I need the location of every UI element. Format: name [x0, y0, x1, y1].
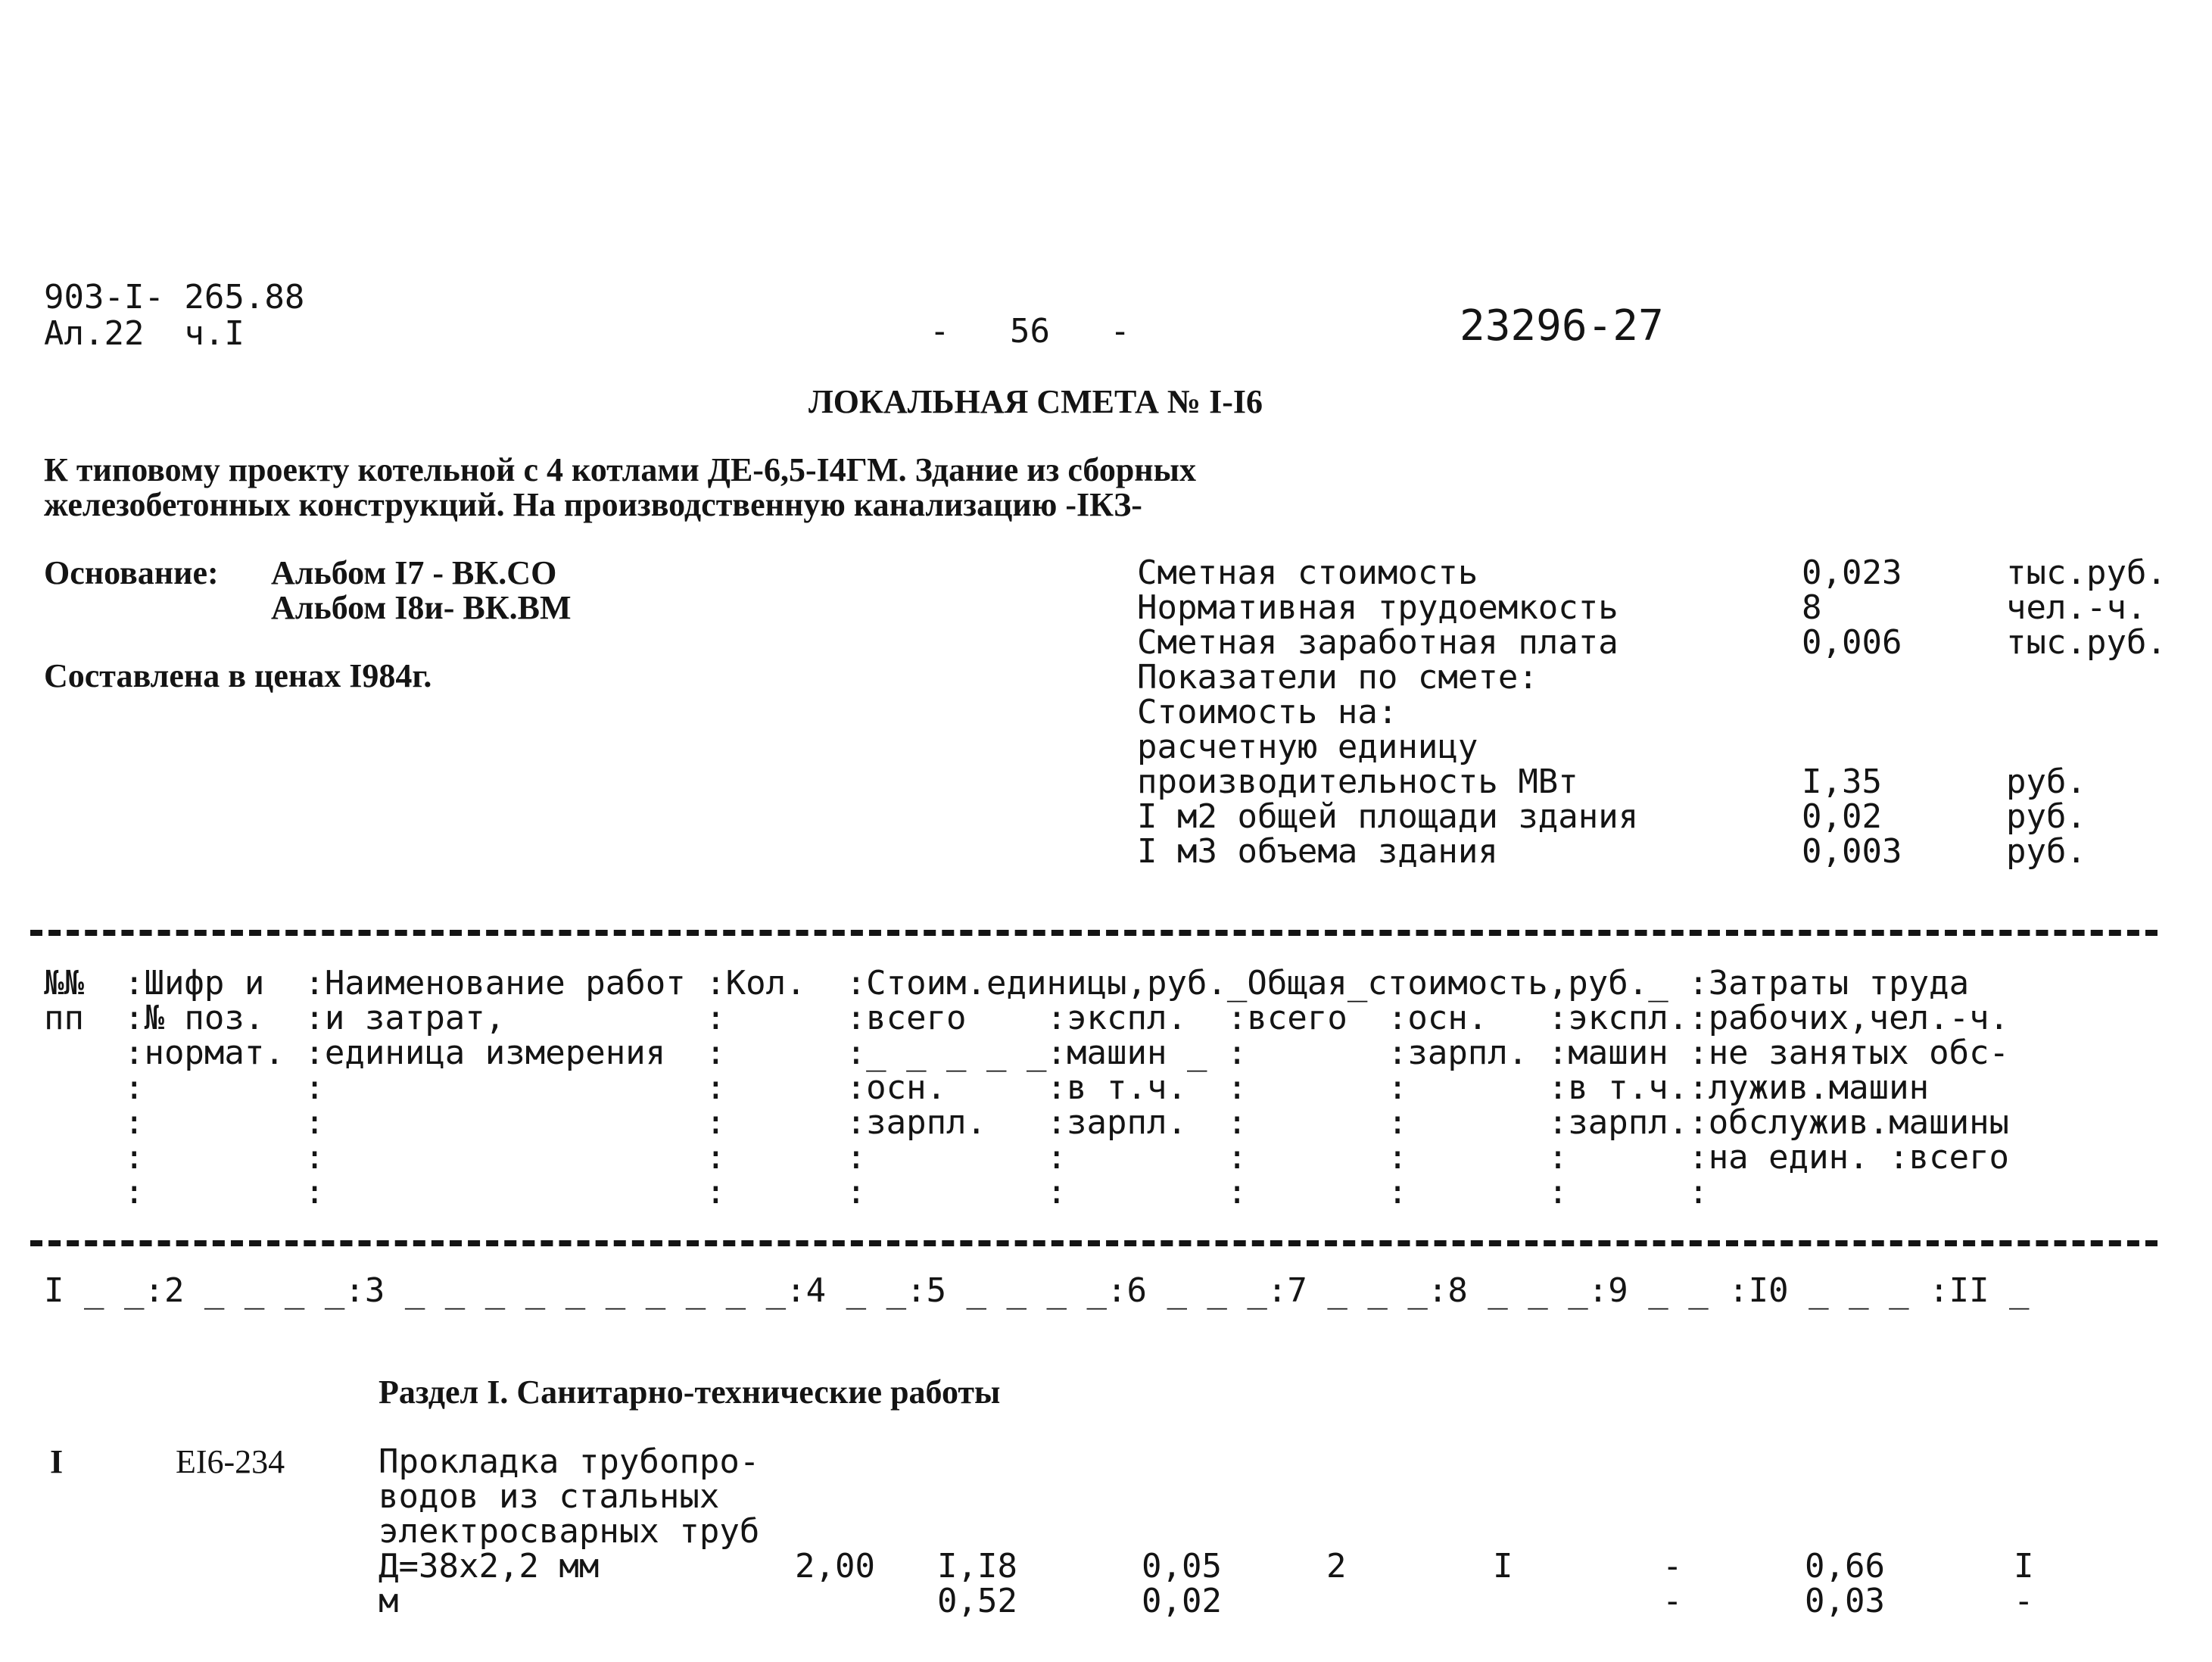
row-unit-total: I,I8: [937, 1547, 1017, 1586]
table-header-divider: [30, 1240, 2157, 1246]
table-header-line: №№ :Шифр и :Наименование работ :Кол. :Стоим.единицы,руб._Общая_стоимость,руб._ :Затраты труда: [44, 964, 1970, 1003]
table-header-line: пп :№ поз. :и затрат, : :всего :экспл. :всего :осн. :экспл.:рабочих,чел.-ч.: [44, 999, 2010, 1037]
basis-album-1: Альбом I7 - ВК.СО: [271, 554, 557, 591]
row-total-machine-wage: -: [1662, 1582, 1683, 1620]
summary-unit: руб.: [2006, 832, 2086, 871]
row-total-wage: I: [1493, 1547, 1513, 1586]
table-header-line: : : : :зарпл. :зарпл. : : :зарпл.:обслужив.машины: [44, 1103, 2010, 1142]
basis-label: Основание:: [44, 554, 219, 591]
summary-value: I,35: [1802, 762, 1882, 801]
page-title: ЛОКАЛЬНАЯ СМЕТА № I-I6: [808, 383, 1263, 420]
section-title: Раздел I. Санитарно-технические работы: [379, 1374, 1001, 1411]
row-name-line: м: [379, 1582, 399, 1620]
prices-note: Составлена в ценах I984г.: [44, 657, 432, 694]
row-quantity: 2,00: [795, 1547, 875, 1586]
row-code: ЕI6-234: [176, 1443, 285, 1480]
row-labor-unit: 0,66: [1805, 1547, 1885, 1586]
summary-label: Показатели по смете:: [1137, 658, 1538, 697]
description-line-2: железобетонных конструкций. На производственную канализацию -IКЗ-: [44, 486, 1142, 523]
column-numbers: I _ _:2 _ _ _ _:3 _ _ _ _ _ _ _ _ _ _:4 _ _:5 _ _ _ _:6 _ _ _:7 _ _ _:8 _ _ _:9 _ _ :I0 _ _ _ :II _: [44, 1271, 2030, 1310]
page-number: - 56 -: [930, 312, 1130, 351]
table-header-line: : : : : : : : : :: [44, 1173, 1709, 1211]
summary-label: Нормативная трудоемкость: [1137, 588, 1618, 627]
row-number: I: [50, 1443, 64, 1480]
document-code: 903-I- 265.88: [44, 278, 305, 316]
summary-value: 0,023: [1802, 553, 1902, 592]
summary-value: 8: [1802, 588, 1822, 627]
album-reference: Ал.22 ч.I: [44, 314, 245, 353]
summary-label: I м2 общей площади здания: [1137, 797, 1639, 836]
table-header-line: : : : : : : : : :на един. :всего: [44, 1138, 2010, 1177]
summary-label: производительность МВт: [1137, 762, 1578, 801]
row-labor-unit-machine: 0,03: [1805, 1582, 1885, 1620]
table-header-line: : : : :осн. :в т.ч. : : :в т.ч.:лужив.машин: [44, 1068, 1930, 1107]
row-unit-wage: 0,52: [937, 1582, 1017, 1620]
document-number: 23296-27: [1460, 301, 1664, 351]
row-unit-machine-wage: 0,02: [1142, 1582, 1222, 1620]
summary-unit: тыс.руб.: [2006, 623, 2167, 662]
basis-album-2: Альбом I8и- ВК.ВМ: [271, 589, 572, 626]
description-line-1: К типовому проекту котельной с 4 котлами ДЕ-6,5-I4ГМ. Здание из сборных: [44, 451, 1196, 488]
table-header-line: :нормат. :единица измерения : :_ _ _ _ _:машин _ : :зарпл. :машин :не занятых обс-: [44, 1034, 2010, 1072]
row-labor-total-machine: -: [2014, 1582, 2034, 1620]
row-name-line: водов из стальных: [379, 1477, 720, 1516]
row-name-line: электросварных труб: [379, 1512, 760, 1551]
summary-label: Сметная стоимость: [1137, 553, 1478, 592]
summary-unit: руб.: [2006, 797, 2086, 836]
summary-label: I м3 объема здания: [1137, 832, 1498, 871]
summary-label: расчетную единицу: [1137, 728, 1478, 766]
summary-value: 0,003: [1802, 832, 1902, 871]
row-name-line: Прокладка трубопро-: [379, 1442, 760, 1481]
summary-unit: руб.: [2006, 762, 2086, 801]
summary-label: Стоимость на:: [1137, 693, 1398, 731]
table-top-divider: [30, 930, 2157, 936]
summary-value: 0,006: [1802, 623, 1902, 662]
summary-unit: тыс.руб.: [2006, 553, 2167, 592]
row-unit-machine: 0,05: [1142, 1547, 1222, 1586]
row-total-machine: -: [1662, 1547, 1683, 1586]
row-labor-total: I: [2014, 1547, 2034, 1586]
summary-label: Сметная заработная плата: [1137, 623, 1618, 662]
row-name-line: Д=38х2,2 мм: [379, 1547, 600, 1586]
row-total: 2: [1326, 1547, 1347, 1586]
summary-value: 0,02: [1802, 797, 1882, 836]
summary-unit: чел.-ч.: [2006, 588, 2147, 627]
